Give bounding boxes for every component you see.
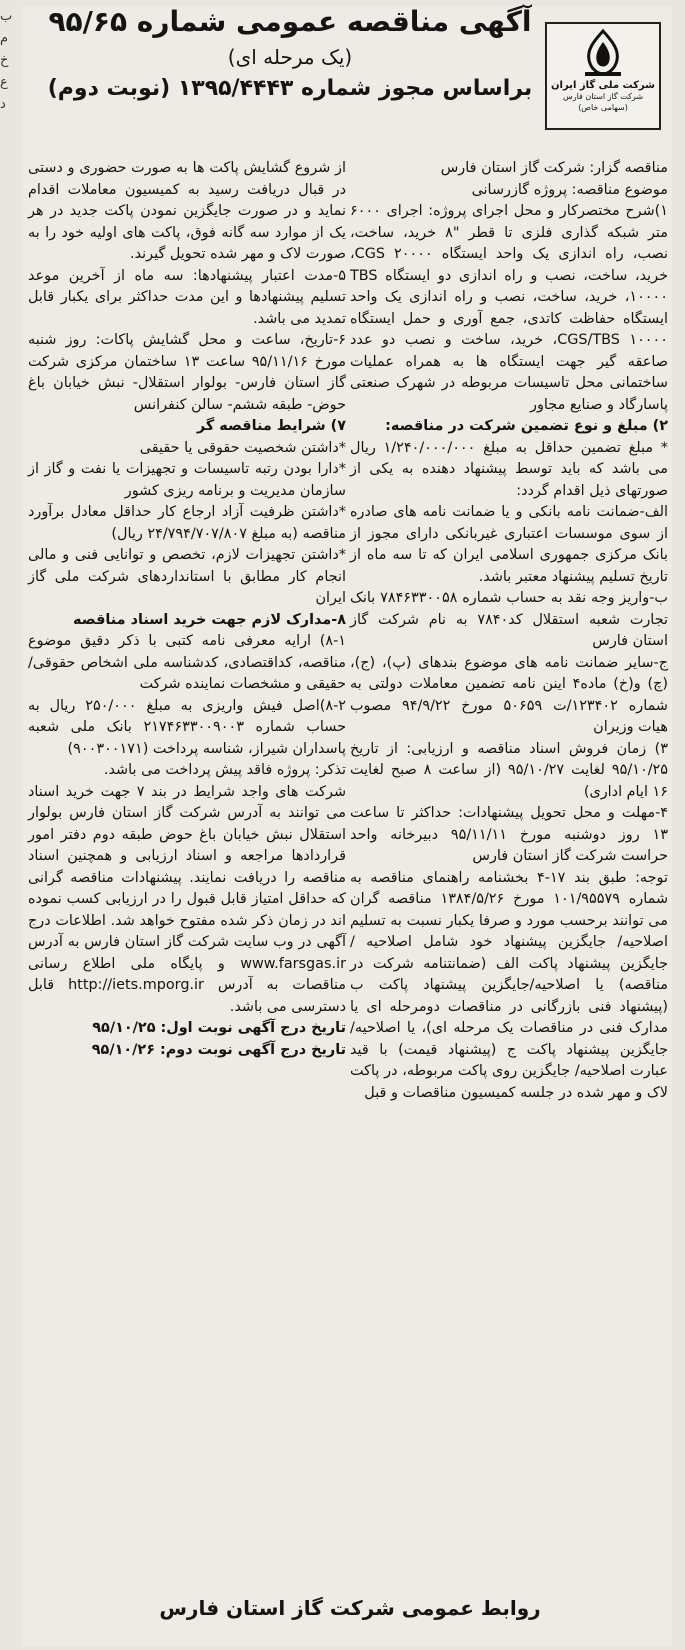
paragraph: الف-ضمانت نامه بانکی و یا ضمانت نامه های صادره از سوی موسسات اعتباری غیربانکی دارای مجوز از بانک مرکزی جمهوری اسلامی ایران که تا سه ماه از تاریخ تسلیم پیشنهاد معتبر باشد. xyxy=(350,504,668,585)
edge-char: ع xyxy=(0,75,8,90)
paragraph: * مبلغ تضمین حداقل به مبلغ ۱/۲۴۰/۰۰۰/۰۰۰ ریال می باشد که باید توسط پیشنهاد دهنده به یکی از صورتهای ذیل اقدام گردد: xyxy=(350,439,669,499)
paragraph: تذکر: پروژه فاقد پیش پرداخت می باشد. xyxy=(103,762,346,778)
edge-char: د xyxy=(0,97,6,112)
paragraph: توجه: طبق بند ۱۷-۴ بخشنامه راهنمای مناقصه به شماره ۱۰۱/۹۵۵۷۹ مورخ ۱۳۸۴/۵/۲۶ مناقصه گران می توانند برحسب مورد و صرفا یکبار نسبت به تسلیم اصلاحیه/ جایگزین پیشنهاد خود شامل اصلاحیه /جایگزین پیشنهاد پاکت الف (ضمانتنامه شرکت در مناقصه) یا اصلاحیه/جایگزین پیشنهاد پاکت ب (پیشنهاد فنی بازرگانی در مناقصات دومرحله ای یا مدارک فنی در مناقصات یک مرحله ای)، یا اصلاحیه/جایگزین پیشنهاد پاکت ج (پیشنهاد قیمت) با قید عبارت اصلاحیه/ جایگزین روی پاکت مربوطه، در پاکت لاک و مهر شده در جلسه کمیسیون مناقصات و قبل xyxy=(350,869,669,1101)
edge-char: ب xyxy=(0,9,13,24)
ad-title: آگهی مناقصه عمومی شماره ۹۵/۶۵ xyxy=(48,5,532,38)
paragraph: ب-واریز وجه نقد به حساب شماره ۷۸۴۶۳۳۰۰۵۸ بانک تجارت شعبه استقلال کد۷۸۴۰ به نام شرکت گاز استان فارس xyxy=(350,590,668,649)
logo-sub1: شرکت گاز استان فارس xyxy=(562,92,644,101)
ad-header xyxy=(40,2,540,106)
paragraph: ۴-مهلت و محل تحویل پیشنهادات: حداکثر تا ساعت ۱۳ روز دوشنبه مورخ ۹۵/۱۱/۱۱ دبیرخانه واحد حراست شرکت گاز استان فارس xyxy=(350,805,669,864)
logo-company-name: شرکت ملی گاز ایران xyxy=(551,80,655,91)
edge-char: خ xyxy=(0,53,9,68)
paragraph: ۲) مبلغ و نوع تضمین شرکت در مناقصه: xyxy=(385,418,668,434)
ad-footer-signature: روابط عمومی شرکت گاز استان فارس xyxy=(159,1596,541,1620)
paragraph: ۸-۱) ارایه معرفی نامه کتبی با ذکر دقیق موضوع مناقصه، کداقتصادی، کدشناسه ملی اشخاص حقوقی/حقیقی و مشخصات نماینده شرکت xyxy=(28,633,346,692)
left-column xyxy=(28,158,346,1061)
logo-sub2: (سهامی خاص) xyxy=(578,103,628,112)
paragraph: ۵-مدت اعتبار پیشنهادها: سه ماه از آخرین موعد تسلیم پیشنهادها و این مدت حداکثر برای یکبار قابل تمدید می باشد. xyxy=(28,267,346,327)
paragraph: ۷) شرایط مناقصه گر xyxy=(196,418,346,434)
adjacent-page-edge xyxy=(0,6,20,166)
ad-permit: براساس مجوز شماره ۱۳۹۵/۴۴۴۳ (نوبت دوم) xyxy=(47,76,533,101)
paragraph: موضوع مناقصه: پروژه گازرسانی xyxy=(471,181,668,198)
ad-subtitle: (یک مرحله ای) xyxy=(227,45,353,69)
paragraph: تاریخ درج آگهی نوبت اول: ۹۵/۱۰/۲۵ xyxy=(92,1020,346,1036)
paragraph: ۱)شرح مختصرکار و محل اجرای پروژه: اجرای ۶۰۰۰ متر شبکه گذاری فلزی تا قطر "۸ خرید، ساخت، نصب، راه اندازی یک واحد ایستگاه CGS ۲۰۰۰۰، خرید، ساخت، نصب و راه اندازی دو ایستگاه TBS ۱۰۰۰۰، خرید، ساخت، نصب و راه اندازی یک واحد ایستگاه حفاظت کاتدی، جمع آوری و حمل ایستگاه CGS/TBS ۱۰۰۰۰، خرید، ساخت و نصب دو عدد صاعقه گیر جهت ایستگاه ها به همراه عملیات ساختمانی محل تاسیسات مربوطه در شهرک صنعتی پاسارگاد و صنایع مجاور xyxy=(350,203,668,413)
paragraph: شرکت های واجد شرایط در بند ۷ جهت خرید اسناد می توانند به آدرس شرکت گاز استان فارس بولوار استقلال نبش خیابان باغ حوض طبقه دوم دفتر امور قراردادها مراجعه و اسناد ارزیابی و همچنین اسناد مناقصه را دریافت نمایند. پیشنهادات مناقصه گرانی که حداقل امتیاز قابل قبول را در ارزیابی کسب نموده اند در زمان ذکر شده مفتوح خواهد شد. اطلاعات درج آگهی در وب سایت شرکت گاز استان فارس به آدرس www.farsgas.ir و پایگاه ملی اطلاع رسانی مناقصات به آدرس http://iets.mporg.ir قابل دسترسی می باشد. xyxy=(28,783,346,1015)
paragraph: ۸-۲)اصل فیش واریزی به مبلغ ۲۵۰/۰۰۰ ریال به حساب شماره ۲۱۷۴۶۳۳۰۰۹۰۰۳ بانک ملی شعبه پاسداران شیراز، شناسه پرداخت (۹۰۰۳۰۰۱۷۱) xyxy=(28,697,346,757)
edge-char: م xyxy=(0,31,9,46)
paragraph: *داشتن شخصیت حقوقی یا حقیقی xyxy=(139,439,346,456)
national-gas-flame-logo-icon xyxy=(575,28,631,78)
paragraph: از شروع گشایش پاکت ها به صورت حضوری و دستی در قبال دریافت رسید به کمیسیون معاملات اقدام نماید و در صورت جایگزین نمودن پاکت جدید در هر یک از موارد سه گانه فوق، پاکت های اولیه خود را به صورت لاک و مهر شده تحویل گیرند. xyxy=(28,160,346,262)
paragraph: *داشتن تجهیزات لازم، تخصص و توانایی فنی و مالی انجام کار مطابق با استانداردهای شرکت ملی گاز ایران xyxy=(28,547,346,606)
paragraph: تاریخ درج آگهی نوبت دوم: ۹۵/۱۰/۲۶ xyxy=(91,1041,346,1058)
paragraph: ۸-مدارک لازم جهت خرید اسناد مناقصه xyxy=(73,611,346,628)
paragraph: ۳) زمان فروش اسناد مناقصه و ارزیابی: از تاریخ ۹۵/۱۰/۲۵ لغایت ۹۵/۱۰/۲۷ (از ساعت ۸ صبح لغایت ۱۶ ایام اداری) xyxy=(350,740,668,800)
paragraph: *دارا بودن رتبه تاسیسات و تجهیزات یا نفت و گاز از سازمان مدیریت و برنامه ریزی کشور xyxy=(28,461,346,499)
company-logo xyxy=(545,22,661,130)
paragraph: مناقصه گزار: شرکت گاز استان فارس xyxy=(440,160,668,176)
paragraph: ج-سایر ضمانت نامه های موضوع بندهای (پ)، (ج)، (چ) و(خ) ماده۴ اینن نامه تضمین معاملات دولتی به شماره ۱۲۳۴۰۲/ت ۵۰۶۵۹ مورخ ۹۴/۹/۲۲ مصوب هیات وزیران xyxy=(350,654,668,735)
paragraph: ۶-تاریخ، ساعت و محل گشایش پاکات: روز شنبه مورخ ۹۵/۱۱/۱۶ ساعت ۱۳ ساختمان مرکزی شرکت گاز استان فارس- بولوار استقلال- نبش خیابان باغ حوض- طبقه ششم- سالن کنفرانس xyxy=(28,332,346,413)
right-column xyxy=(350,158,668,1104)
paragraph: *داشتن ظرفیت آزاد ارجاع کار حداقل معادل برآورد مناقصه (به مبلغ ۲۴/۷۹۴/۷۰۷/۸۰۷ ریال) xyxy=(28,504,346,542)
